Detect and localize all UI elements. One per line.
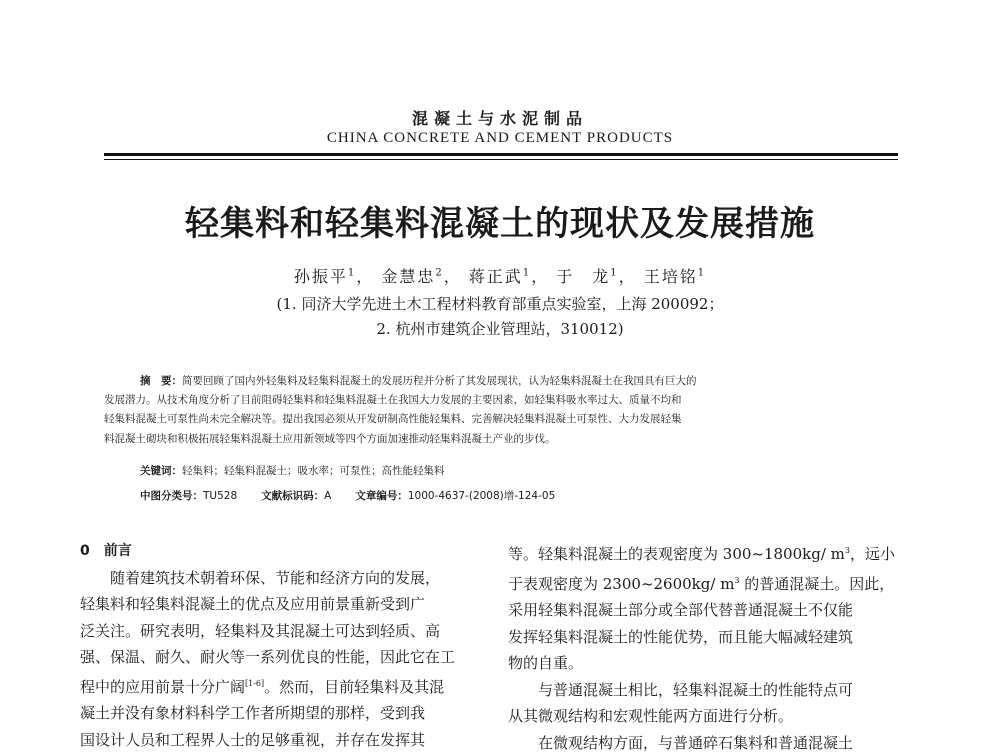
body-line: 强、保温、耐久、耐火等一系列优良的性能，因此它在工 xyxy=(80,644,488,671)
journal-name-english: CHINA CONCRETE AND CEMENT PRODUCTS xyxy=(0,130,1000,147)
abstract-line: 发展潜力。从技术角度分析了目前阻碍轻集料和轻集料混凝土在我国大力发展的主要因素，如轻集料吸水率过大、质量不均和 xyxy=(104,391,894,410)
body-line: 与普通混凝土相比，轻集料混凝土的性能特点可 xyxy=(508,677,900,704)
body-column-left xyxy=(80,538,488,753)
body-line: 发挥轻集料混凝土的性能优势，而且能大幅减轻建筑 xyxy=(508,624,900,651)
body-line: 从其微观结构和宏观性能两方面进行分析。 xyxy=(508,703,900,730)
abstract-text: 简要回顾了国内外轻集料及轻集料混凝土的发展历程并分析了其发展现状，认为轻集料混凝土在我国具有巨大的 xyxy=(182,375,697,387)
author-affiliation-mark: 1 xyxy=(610,268,618,279)
abstract-line xyxy=(104,372,894,391)
doc-code-label: 文献标识码： xyxy=(261,490,324,502)
clc-value: TU528 xyxy=(203,490,237,502)
body-text: 程中的应用前景十分广阔 xyxy=(80,678,245,696)
body-line xyxy=(508,568,900,598)
body-line xyxy=(508,538,900,568)
author-affiliation-mark: 1 xyxy=(523,268,531,279)
abstract-line: 轻集料混凝土可泵性尚未完全解决等。提出我国必须从开发研制高性能轻集料、完善解决轻集料混凝土可泵性、大力发展轻集 xyxy=(104,410,894,429)
body-line: 物的自重。 xyxy=(508,650,900,677)
header-rule-thick xyxy=(104,153,898,156)
body-column-right xyxy=(508,538,900,756)
body-text: ，远小 xyxy=(850,545,895,563)
author-name: 孙振平 xyxy=(294,267,348,286)
body-text: 。然而，目前轻集料及其混 xyxy=(264,678,444,696)
author-name: 王培铭 xyxy=(644,267,698,286)
unit-superscript: 3 xyxy=(734,576,739,585)
author-affiliation-mark: 1 xyxy=(348,268,356,279)
journal-name-chinese: 混凝土与水泥制品 xyxy=(0,106,1000,129)
keywords-text: 轻集料；轻集料混凝土；吸水率；可泵性；高性能轻集料 xyxy=(182,465,445,477)
body-text: 等。轻集料混凝土的表观密度为 300~1800kg/ m xyxy=(508,545,845,563)
header-rule-thin xyxy=(104,159,898,160)
section-heading: 0 前言 xyxy=(80,538,488,565)
body-line: 随着建筑技术朝着环保、节能和经济方向的发展， xyxy=(80,565,488,592)
doc-code-value: A xyxy=(324,490,331,502)
body-text: 于表观密度为 2300~2600kg/ m xyxy=(508,575,734,593)
affiliation-2: 2. 杭州市建筑企业管理站，310012) xyxy=(0,318,1000,339)
abstract-line: 料混凝土砌块和积极拓展轻集料混凝土应用新领域等四个方面加速推动轻集料混凝土产业的步伐。 xyxy=(104,430,894,449)
keywords-label: 关键词： xyxy=(140,465,182,477)
body-line: 凝土并没有象材料科学工作者所期望的那样，受到我 xyxy=(80,700,488,727)
body-line: 轻集料和轻集料混凝土的优点及应用前景重新受到广 xyxy=(80,591,488,618)
body-text: 的普通混凝土。因此， xyxy=(740,575,895,593)
article-title: 轻集料和轻集料混凝土的现状及发展措施 xyxy=(0,196,1000,245)
author-affiliation-mark: 2 xyxy=(435,268,443,279)
author-name: 蒋正武 xyxy=(469,267,523,286)
affiliation-1: (1. 同济大学先进土木工程材料教育部重点实验室，上海 200092； xyxy=(0,293,1000,314)
body-line xyxy=(80,671,488,701)
abstract xyxy=(104,372,894,449)
clc-label: 中图分类号： xyxy=(140,490,203,502)
keywords xyxy=(140,463,445,478)
body-line: 国设计人员和工程界人士的足够重视，并存在发挥其 xyxy=(80,727,488,754)
abstract-label: 摘 要： xyxy=(140,375,182,387)
author-name: 金慧忠 xyxy=(381,267,435,286)
author-name: 于 龙 xyxy=(556,267,610,286)
classification-line xyxy=(140,488,555,503)
unit-superscript: 3 xyxy=(845,546,850,555)
body-line: 泛关注。研究表明，轻集料及其混凝土可达到轻质、高 xyxy=(80,618,488,645)
article-number-value: 1000-4637-(2008)增-124-05 xyxy=(408,490,555,502)
body-line: 在微观结构方面，与普通碎石集料和普通混凝土 xyxy=(508,730,900,756)
author-affiliation-mark: 1 xyxy=(698,268,706,279)
article-number-label: 文章编号： xyxy=(355,490,408,502)
author-list: 孙振平$^1$， 金慧忠$^2$， 蒋正武$^1$， 于 龙$^1$， 王培铭$^1$ xyxy=(0,264,1000,287)
body-line: 采用轻集料混凝土部分或全部代替普通混凝土不仅能 xyxy=(508,597,900,624)
citation-ref: [1-6] xyxy=(245,679,264,688)
